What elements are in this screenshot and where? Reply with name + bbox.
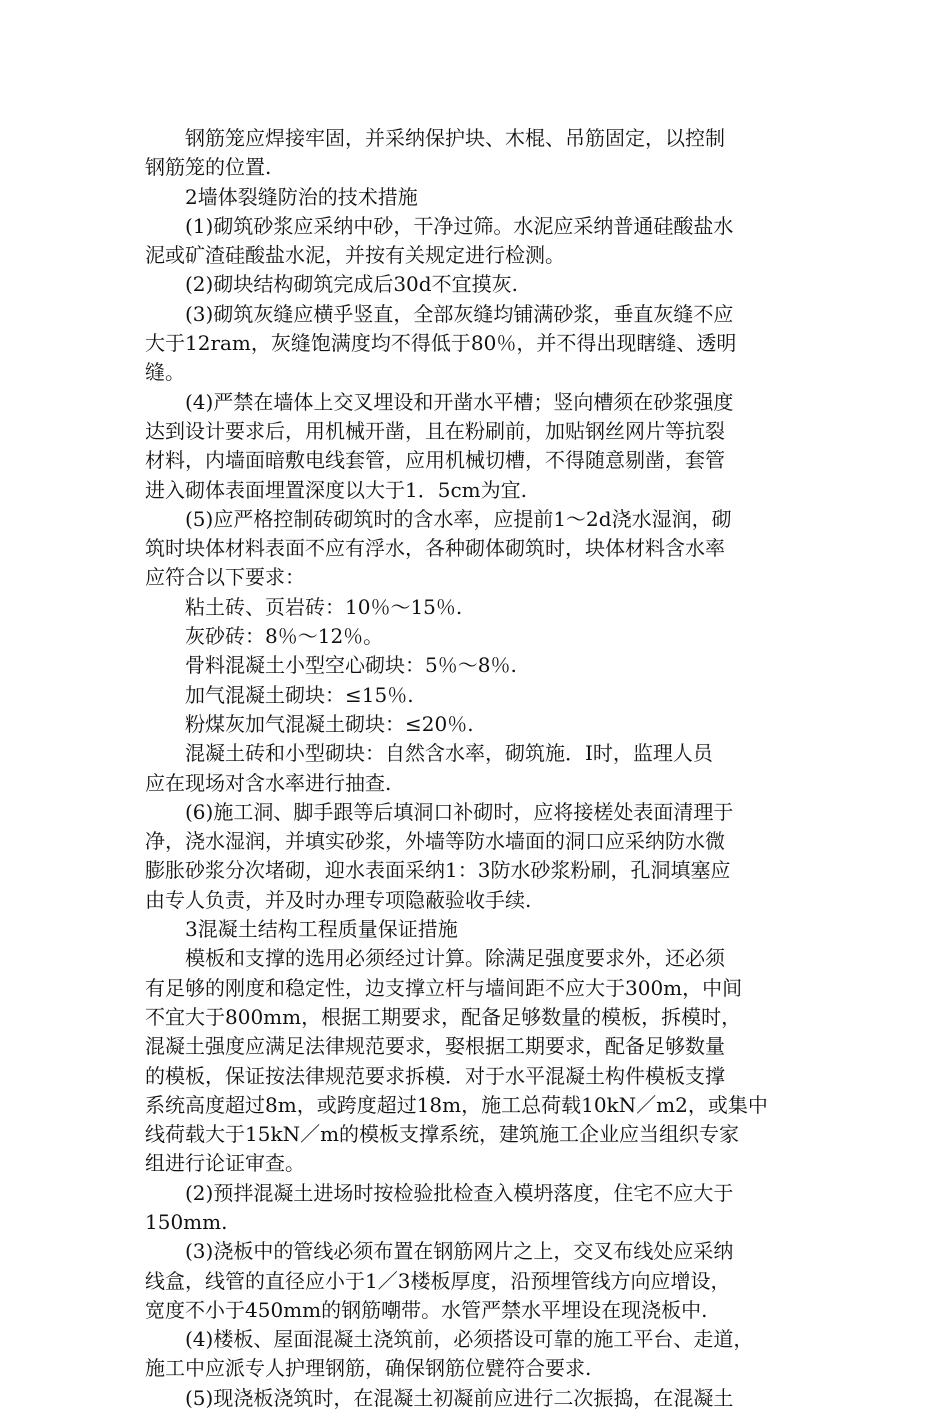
text-line: 模板和支撑的选用必须经过计算。除满足强度要求外，还必须	[185, 946, 725, 971]
text-line: 泥或矿渣硅酸盐水泥，并按有关规定进行检测。	[145, 243, 565, 268]
text-line: 150mm.	[145, 1209, 228, 1234]
text-line: 系统高度超过8m，或跨度超过18m，施工总荷载10kN／m2，或集中	[145, 1092, 768, 1117]
text-line: 2墙体裂缝防治的技术措施	[185, 184, 418, 209]
text-line: 膨胀砂浆分次堵砌，迎水表面采纳1：3防水砂浆粉刷，孔洞填塞应	[145, 858, 731, 883]
text-line: 筑时块体材料表面不应有浮水，各种砌体砌筑时，块体材料含水率	[145, 536, 725, 561]
text-line: (3)浇板中的管线必须布置在钢筋网片之上，交叉布线处应采纳	[185, 1239, 734, 1264]
text-line: 材料，内墙面暗敷电线套管，应用机械切槽，不得随意剔凿，套管	[145, 448, 725, 473]
text-line: (5)应严格控制砖砌筑时的含水率，应提前1～2d浇水湿润，砌	[185, 506, 732, 531]
text-line: 钢筋笼的位置.	[145, 155, 272, 180]
text-line: (4)楼板、屋面混凝土浇筑前，必须搭设可靠的施工平台、走道，	[185, 1327, 754, 1352]
text-line: 加气混凝土砌块：≤15％.	[185, 682, 414, 707]
text-line: 净，浇水湿润，并填实砂浆，外墙等防水墙面的洞口应采纳防水微	[145, 829, 725, 854]
document-body	[145, 124, 807, 1413]
text-line: (4)严禁在墙体上交叉埋设和开凿水平槽；竖向槽须在砂浆强度	[185, 389, 734, 414]
text-line: 应符合以下要求：	[145, 565, 305, 590]
text-line: (2)预拌混凝土进场时按检验批检查入模坍落度，住宅不应大于	[185, 1180, 734, 1205]
text-line: 混凝土砖和小型砌块：自然含水率，砌筑施．I时，监理人员	[185, 741, 713, 766]
text-line: 线盒，线管的直径应小于1／3楼板厚度，沿预埋管线方向应增设，	[145, 1268, 731, 1293]
text-line: (6)施工洞、脚手跟等后填洞口补砌时，应将接槎处表面清理于	[185, 799, 734, 824]
text-line: 灰砂砖：8％～12％。	[185, 624, 384, 649]
text-line: 有足够的刚度和稳定性，边支撑立杆与墙间距不应大于300m，中间	[145, 975, 743, 1000]
text-line: (3)砌筑灰缝应横乎竖直，全部灰缝均铺满砂浆，垂直灰缝不应	[185, 301, 734, 326]
text-line: 进入砌体表面埋置深度以大于1．5cm为宜.	[145, 477, 527, 502]
text-line: (5)现浇板浇筑时，在混凝土初凝前应进行二次振捣，在混凝土	[185, 1385, 734, 1410]
text-line: 达到设计要求后，用机械开凿，且在粉刷前，加贴钢丝网片等抗裂	[145, 418, 725, 443]
text-line: 钢筋笼应焊接牢固，并采纳保护块、木棍、吊筋固定，以控制	[185, 126, 725, 150]
text-line: 不宜大于800mm，根据工期要求，配备足够数量的模板，拆模时，	[145, 1004, 742, 1029]
text-line: (2)砌块结构砌筑完成后30d不宜摸灰.	[185, 272, 518, 297]
text-line: 应在现场对含水率进行抽查.	[145, 770, 392, 795]
text-line: 宽度不小于450mm的钢筋嘲带。水管严禁水平埋设在现浇板中.	[145, 1297, 708, 1322]
text-line: 的模板，保证按法律规范要求拆模．对于水平混凝土构件模板支撑	[145, 1063, 725, 1088]
text-line: 粉煤灰加气混凝土砌块：≤20％.	[185, 711, 474, 736]
text-line: 大于12ram，灰缝饱满度均不得低于80％，并不得出现瞎缝、透明	[145, 331, 737, 356]
text-line: 混凝土强度应满足法律规范要求，娶根据工期要求，配备足够数量	[145, 1034, 725, 1059]
text-line: 由专人负责，并及时办理专项隐蔽验收手续.	[145, 887, 532, 912]
text-line: 施工中应派专人护理钢筋，确保钢筋位甓符合要求.	[145, 1356, 592, 1381]
text-line: 缝。	[145, 360, 185, 385]
text-line: 线荷载大于15kN／m的模板支撑系统，建筑施工企业应当组织专家	[145, 1122, 740, 1147]
text-line: 骨料混凝土小型空心砌块：5％～8％.	[185, 653, 517, 678]
text-line: 3混凝土结构工程质量保证措施	[185, 917, 458, 942]
text-line: (1)砌筑砂浆应采纳中砂，干净过筛。水泥应采纳普通硅酸盐水	[185, 213, 734, 238]
text-line: 组进行论证审查。	[145, 1151, 305, 1176]
text-line: 粘土砖、页岩砖：10％～15％.	[185, 594, 463, 619]
